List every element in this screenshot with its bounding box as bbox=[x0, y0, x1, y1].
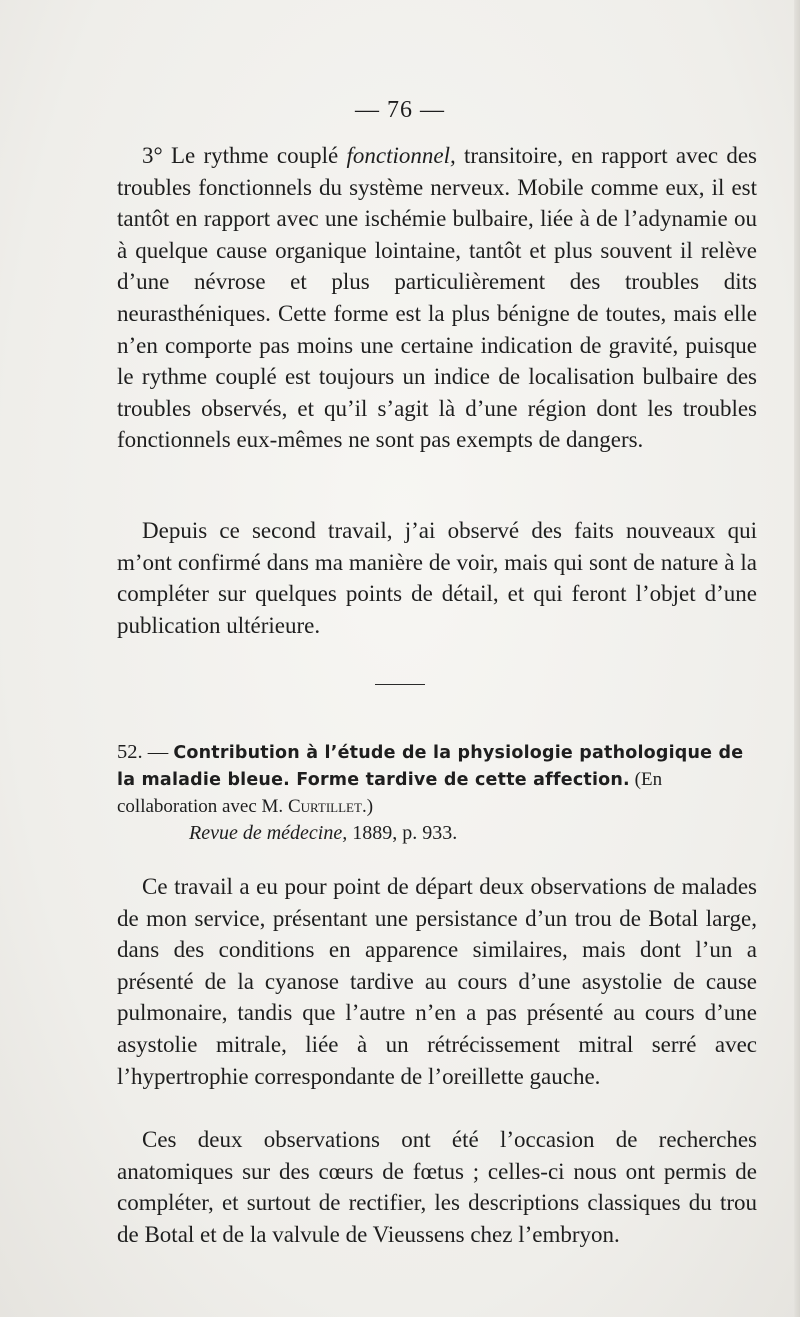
paragraph-1-lead: 3° Le rythme couplé bbox=[142, 143, 347, 168]
paragraph-ce-travail bbox=[117, 871, 757, 1092]
paragraph-1-rest: transitoire, en rapport avec des troubles fonctionnels du système nerveux. Mobile comme eux, il est tantôt en rapport avec une ischémie bulbaire, liée à de l’adynamie ou à quelque cause organique lointaine, tantôt et plus souvent il relève d’une névrose et plus particulièrement des troubles dits neurasthéniques. Cette forme est la plus bénigne de toutes, mais elle n’en comporte pas moins une certaine indication de gravité, puisque le rythme couplé est toujours un indice de localisation bulbaire des troubles observés, et qu’il s’agit là d’une région dont les troubles fonctionnels eux-mêmes ne sont pas exempts de dangers. bbox=[117, 143, 757, 453]
section-divider bbox=[375, 684, 425, 685]
page-edge bbox=[794, 0, 800, 1317]
paragraph-4-text: Ces deux observations ont été l’occasion de recherches anatomiques sur des cœurs de fœtus ; celles-ci nous ont permis de compléter, et surtout de rectifier, les descriptions classiques du trou de Botal et de la valvule de Vieussens chez l’embryon. bbox=[117, 1127, 757, 1247]
entry-journal-ref: 1889, p. 933. bbox=[347, 822, 458, 844]
paragraph-1-emphasis: fonctionnel, bbox=[346, 143, 456, 168]
paragraph-2-text: Depuis ce second travail, j’ai observé des faits nouveaux qui m’ont confirmé dans ma manière de voir, mais qui sont de nature à la compléter sur quelques points de détail, et qui feront l’objet d’une publication ultérieure. bbox=[117, 518, 757, 638]
paragraph-depuis bbox=[117, 515, 757, 641]
paragraph-3-text: Ce travail a eu pour point de départ deux observations de malades de mon service, présentant une persistance d’un trou de Botal large, dans des conditions en apparence similaires, mais dont l’un a présenté de la cyanose tardive au cours d’une asystolie de cause pulmonaire, tandis que l’autre n’en a pas présenté au cours d’une asystolie mitrale, liée à un rétrécissement mitral serré avec l’hypertrophie correspondante de l’oreillette gauche. bbox=[117, 874, 757, 1089]
entry-title: Contribution à l’étude de la physiologie pathologique de la maladie bleue. Forme tardive de cette affection. bbox=[117, 743, 744, 790]
paragraph-ces-deux bbox=[117, 1124, 757, 1250]
entry-reference bbox=[117, 820, 759, 846]
entry-collab-prefix: (En collaboration avec M. bbox=[117, 769, 663, 817]
paragraph-rythme-fonctionnel bbox=[117, 140, 757, 456]
entry-collab-name: Curtillet bbox=[287, 796, 362, 817]
entry-journal: Revue de médecine, bbox=[189, 822, 348, 844]
page-number: — 76 — bbox=[355, 97, 445, 123]
entry-number: 52. — bbox=[117, 741, 174, 763]
bibliography-entry-52 bbox=[117, 739, 759, 846]
entry-collab-suffix: .) bbox=[361, 796, 374, 817]
